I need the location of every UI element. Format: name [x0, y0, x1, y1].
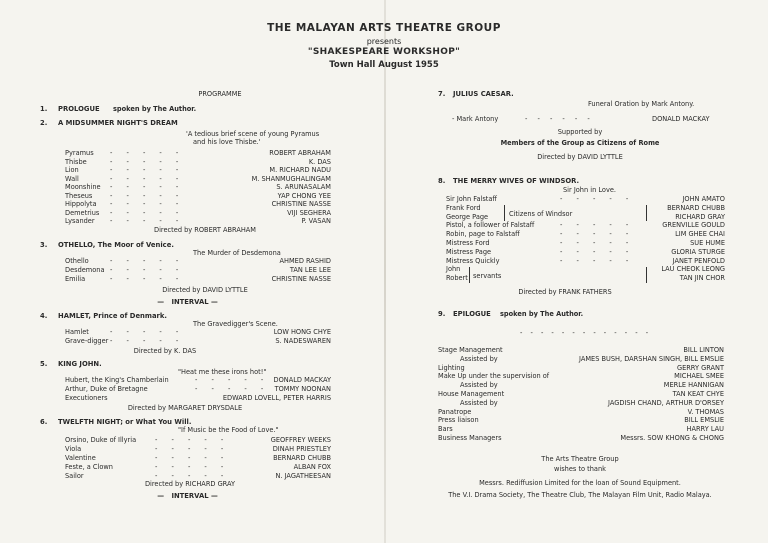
credit-name: MERLE HANNIGAN: [663, 381, 724, 390]
show-title: "SHAKESPEARE WORKSHOP": [307, 47, 461, 57]
section-title: A MIDSUMMER NIGHT'S DREAM: [58, 119, 178, 127]
cast-actor: LAU CHEOK LEONG: [661, 265, 725, 274]
cast-actor: BERNARD CHUBB: [273, 454, 331, 462]
item-number: 6.: [40, 418, 48, 426]
credit-role: Lighting: [438, 363, 465, 372]
cast-role: Feste, a Clown: [65, 463, 113, 471]
credit-role: Assisted by: [460, 398, 498, 407]
section-title: HAMLET, Prince of Denmark.: [58, 312, 168, 320]
cast-actor: TAN JIN CHOR: [679, 274, 725, 283]
presents-text: presents: [366, 37, 402, 46]
dot-leader: - - - - -: [560, 247, 635, 256]
group-note: servants: [473, 272, 502, 280]
interval-1: — INTERVAL —: [157, 298, 223, 306]
dot-leader: - - - - -: [110, 337, 185, 345]
director-credit: Directed by DAVID LYTTLE: [537, 153, 623, 161]
credit-name: V. THOMAS: [687, 407, 724, 416]
cast-role: Lion: [65, 166, 79, 174]
section-title: OTHELLO, The Moor of Venice.: [58, 241, 174, 249]
dot-leader: - - - - -: [110, 174, 185, 183]
credit-role: House Management: [438, 390, 505, 398]
credit-role: Panatrope: [438, 407, 472, 416]
dot-leader: - - - - -: [560, 221, 635, 230]
cast-actor: M. SHANMUGHALINGAM: [251, 174, 331, 183]
cast-role: Valentine: [65, 454, 96, 462]
director-credit: Directed by DAVID LYTTLE: [162, 286, 248, 294]
interval-2: — INTERVAL —: [157, 492, 223, 500]
dot-leader: - - - - -: [110, 275, 185, 283]
dot-leader: - - - - -: [110, 208, 185, 217]
dot-leader: - - - - -: [110, 191, 185, 200]
cast-role: Robin, page to Falstaff: [446, 230, 520, 239]
cast-actor: N. JAGATHEESAN: [275, 472, 331, 480]
scene-title: "Heat me these irons hot!": [178, 368, 267, 376]
scene-title: Funeral Oration by Mark Antony.: [588, 100, 695, 108]
credit-role: Assisted by: [460, 354, 498, 363]
thanks-line: Messrs. Rediffusion Limited for the loan of Sound Equipment.: [479, 479, 681, 487]
dot-leader: - - - - -: [110, 266, 185, 274]
item-number: 2.: [40, 119, 48, 127]
cast-role: Orsino, Duke of Illyria: [65, 436, 137, 444]
cast-role: Executioners: [65, 394, 108, 402]
credit-name: HARRY LAU: [686, 425, 724, 434]
cast-role: - Mark Antony: [452, 115, 499, 123]
scene-title: "If Music be the Food of Love.": [178, 426, 279, 434]
programme-heading: PROGRAMME: [198, 90, 242, 98]
thanks-line: The Arts Theatre Group: [541, 455, 619, 463]
credit-name: MICHAEL SMEE: [674, 372, 724, 381]
cast-actor: TAN LEE LEE: [289, 266, 331, 274]
item-number: 9.: [438, 310, 446, 318]
cast-actor: YAP CHONG YEE: [277, 191, 331, 200]
cast-role: Theseus: [65, 191, 93, 200]
cast-role: Moonshine: [65, 183, 101, 191]
cast-role: George Page: [446, 212, 489, 221]
item-number: 1.: [40, 105, 48, 113]
credit-role: Bars: [438, 425, 453, 434]
cast-role: Frank Ford: [446, 203, 481, 212]
cast-role: Viola: [65, 445, 82, 453]
scene-quote: and his love Thisbe.': [193, 138, 261, 146]
cast-role: Pistol, a follower of Falstaff: [446, 221, 535, 230]
item-number: 5.: [40, 360, 48, 368]
dot-leader: - - - - -: [110, 200, 185, 208]
cast-role: Mistress Ford: [446, 239, 490, 247]
credit-role: Press liaison: [438, 416, 479, 425]
credit-name: JAGDISH CHAND, ARTHUR D'ORSEY: [607, 398, 724, 407]
thanks-line: The V.I. Drama Society, The Theatre Club, The Malayan Film Unit, Radio Malaya.: [448, 491, 712, 499]
credit-role: Make Up under the supervision of: [438, 372, 550, 381]
scene-title: The Gravedigger's Scene.: [193, 320, 278, 328]
cast-actor: K. DAS: [308, 157, 331, 166]
dot-leader: - - - - -: [110, 149, 185, 157]
cast-role: Sir John Falstaff: [446, 195, 497, 203]
scene-title: The Murder of Desdemona: [193, 249, 281, 257]
director-credit: Directed by FRANK FATHERS: [518, 288, 612, 296]
cast-actor: RICHARD GRAY: [675, 212, 725, 221]
director-credit: Directed by ROBERT ABRAHAM: [154, 226, 256, 234]
cast-role: Hamlet: [65, 328, 89, 336]
dot-leader: - - - - -: [110, 183, 185, 191]
cast-role: Demetrius: [65, 208, 100, 217]
dot-leader: - - - - -: [155, 463, 230, 471]
credit-role: Business Managers: [438, 434, 502, 442]
dot-leader: - - - - -: [110, 217, 185, 225]
section-title: TWELFTH NIGHT; or What You Will.: [58, 418, 192, 426]
scene-title: Sir John in Love.: [563, 186, 617, 194]
cast-actor: CHRISTINE NASSE: [271, 275, 331, 283]
cast-actor: TOMMY NOONAN: [274, 385, 331, 393]
credit-name: TAN KEAT CHYE: [672, 390, 724, 398]
director-credit: Directed by K. DAS: [133, 347, 197, 355]
section-subtitle: spoken by The Author.: [113, 105, 197, 113]
cast-role: Hubert, the King's Chamberlain: [65, 376, 169, 384]
item-number: 4.: [40, 312, 48, 320]
interval-label: INTERVAL: [171, 298, 209, 306]
bracket: [646, 267, 650, 283]
section-title: JULIUS CAESAR.: [453, 90, 514, 98]
cast-actor: VIJI SEGHERA: [287, 208, 331, 217]
cast-role: Mistress Page: [446, 247, 492, 256]
cast-actor: LOW HONG CHYE: [273, 328, 331, 336]
bracket: [646, 205, 650, 221]
item-number: 8.: [438, 177, 446, 185]
dot-leader: - - - - -: [560, 256, 635, 265]
dot-leader: - - - - -: [110, 257, 185, 265]
cast-actor: GEOFFREY WEEKS: [270, 436, 331, 444]
credit-name: BILL EMSLIE: [684, 416, 724, 425]
cast-role: Hippolyta: [65, 200, 97, 208]
cast-actor: DONALD MACKAY: [652, 115, 710, 123]
credit-role: Stage Management: [438, 346, 503, 354]
section-title: EPILOGUE: [453, 310, 491, 318]
cast-role: Grave-digger: [65, 337, 109, 345]
dot-leader: - - - - -: [110, 166, 185, 174]
dot-leader: - - - - -: [110, 328, 185, 336]
section-title: THE MERRY WIVES OF WINDSOR.: [453, 177, 580, 185]
cast-actor: JANET PENFOLD: [672, 256, 725, 265]
item-number: 3.: [40, 241, 48, 249]
role-name: Mark Antony: [456, 115, 499, 123]
page-fold: [384, 0, 386, 543]
dot-leader: - - - - -: [560, 230, 635, 239]
dot-leader: - - - - -: [155, 436, 230, 444]
cast-role: Sailor: [65, 472, 84, 480]
dot-leader: - - - - -: [110, 157, 185, 166]
cast-actor: P. VASAN: [301, 217, 331, 225]
cast-actor: JOHN AMATO: [682, 195, 725, 203]
dot-leader: - - - - - -: [525, 115, 594, 123]
cast-role: Robert: [446, 274, 468, 283]
cast-role: Wall: [65, 174, 79, 183]
group-name: THE MALAYAN ARTS THEATRE GROUP: [267, 22, 501, 34]
supported-by: Supported by: [557, 128, 603, 136]
credit-name: BILL LINTON: [683, 346, 724, 354]
cast-actor: GRENVILLE GOULD: [662, 221, 725, 230]
cast-actor: CHRISTINE NASSE: [271, 200, 331, 208]
cast-actor: S. NADESWAREN: [275, 337, 331, 345]
group-note: Citizens of Windsor: [509, 210, 573, 218]
dot-leader: - - - - -: [155, 472, 230, 480]
bracket: [501, 205, 505, 221]
credit-name: Messrs. SOW KHONG & CHONG: [620, 434, 724, 442]
cast-role: Arthur, Duke of Bretagne: [65, 385, 148, 393]
credit-name: GERRY GRANT: [676, 363, 724, 372]
cast-actor: DINAH PRIESTLEY: [272, 445, 331, 453]
dot-leader: - - - - -: [195, 385, 270, 393]
separator: - - - - - - - - - - - - -: [520, 329, 652, 337]
cast-role: Pyramus: [65, 149, 94, 157]
cast-role: Othello: [65, 257, 89, 265]
cast-actor: DONALD MACKAY: [273, 376, 331, 384]
cast-actor: S. ARUNASALAM: [276, 183, 331, 191]
venue-date: Town Hall August 1955: [329, 60, 439, 70]
director-credit: Directed by RICHARD GRAY: [144, 480, 236, 488]
cast-actor: M. RICHARD NADU: [269, 166, 331, 174]
dot-leader: - - - - -: [155, 445, 230, 453]
section-title: KING JOHN.: [58, 360, 102, 368]
cast-role: John: [446, 265, 461, 274]
cast-actor: EDWARD LOVELL, PETER HARRIS: [222, 394, 331, 402]
cast-role: Lysander: [65, 217, 95, 225]
scene-quote: 'A tedious brief scene of young Pyramus: [186, 130, 320, 138]
cast-role: Desdemona: [65, 266, 105, 274]
cast-role: Emilia: [65, 275, 86, 283]
dot-leader: - - - - -: [560, 239, 635, 247]
cast-role: Thisbe: [65, 157, 87, 166]
cast-actor: BERNARD CHUBB: [667, 203, 725, 212]
cast-actor: ROBERT ABRAHAM: [269, 149, 331, 157]
thanks-line: wishes to thank: [554, 465, 606, 473]
credit-role: Assisted by: [460, 381, 498, 390]
director-credit: Directed by MARGARET DRYSDALE: [127, 404, 243, 412]
cast-actor: LIM GHEE CHAI: [675, 230, 725, 239]
credit-name: JAMES BUSH, DARSHAN SINGH, BILL EMSLIE: [579, 354, 724, 363]
dot-leader: - - - - -: [560, 195, 635, 203]
bracket: [466, 267, 470, 283]
cast-actor: GLORIA STURGE: [671, 247, 725, 256]
cast-role: Mistress Quickly: [446, 256, 500, 265]
dot-leader: - - - - -: [195, 376, 270, 384]
section-title: PROLOGUE: [58, 105, 100, 113]
cast-actor: AHMED RASHID: [279, 257, 331, 265]
supporting-cast: Members of the Group as Citizens of Rome: [500, 139, 660, 147]
item-number: 7.: [438, 90, 446, 98]
dot-leader: - - - - -: [155, 454, 230, 462]
cast-actor: ALBAN FOX: [293, 463, 331, 471]
interval-label: INTERVAL: [171, 492, 209, 500]
section-subtitle: spoken by The Author.: [500, 310, 584, 318]
cast-actor: SUE HUME: [690, 239, 725, 247]
